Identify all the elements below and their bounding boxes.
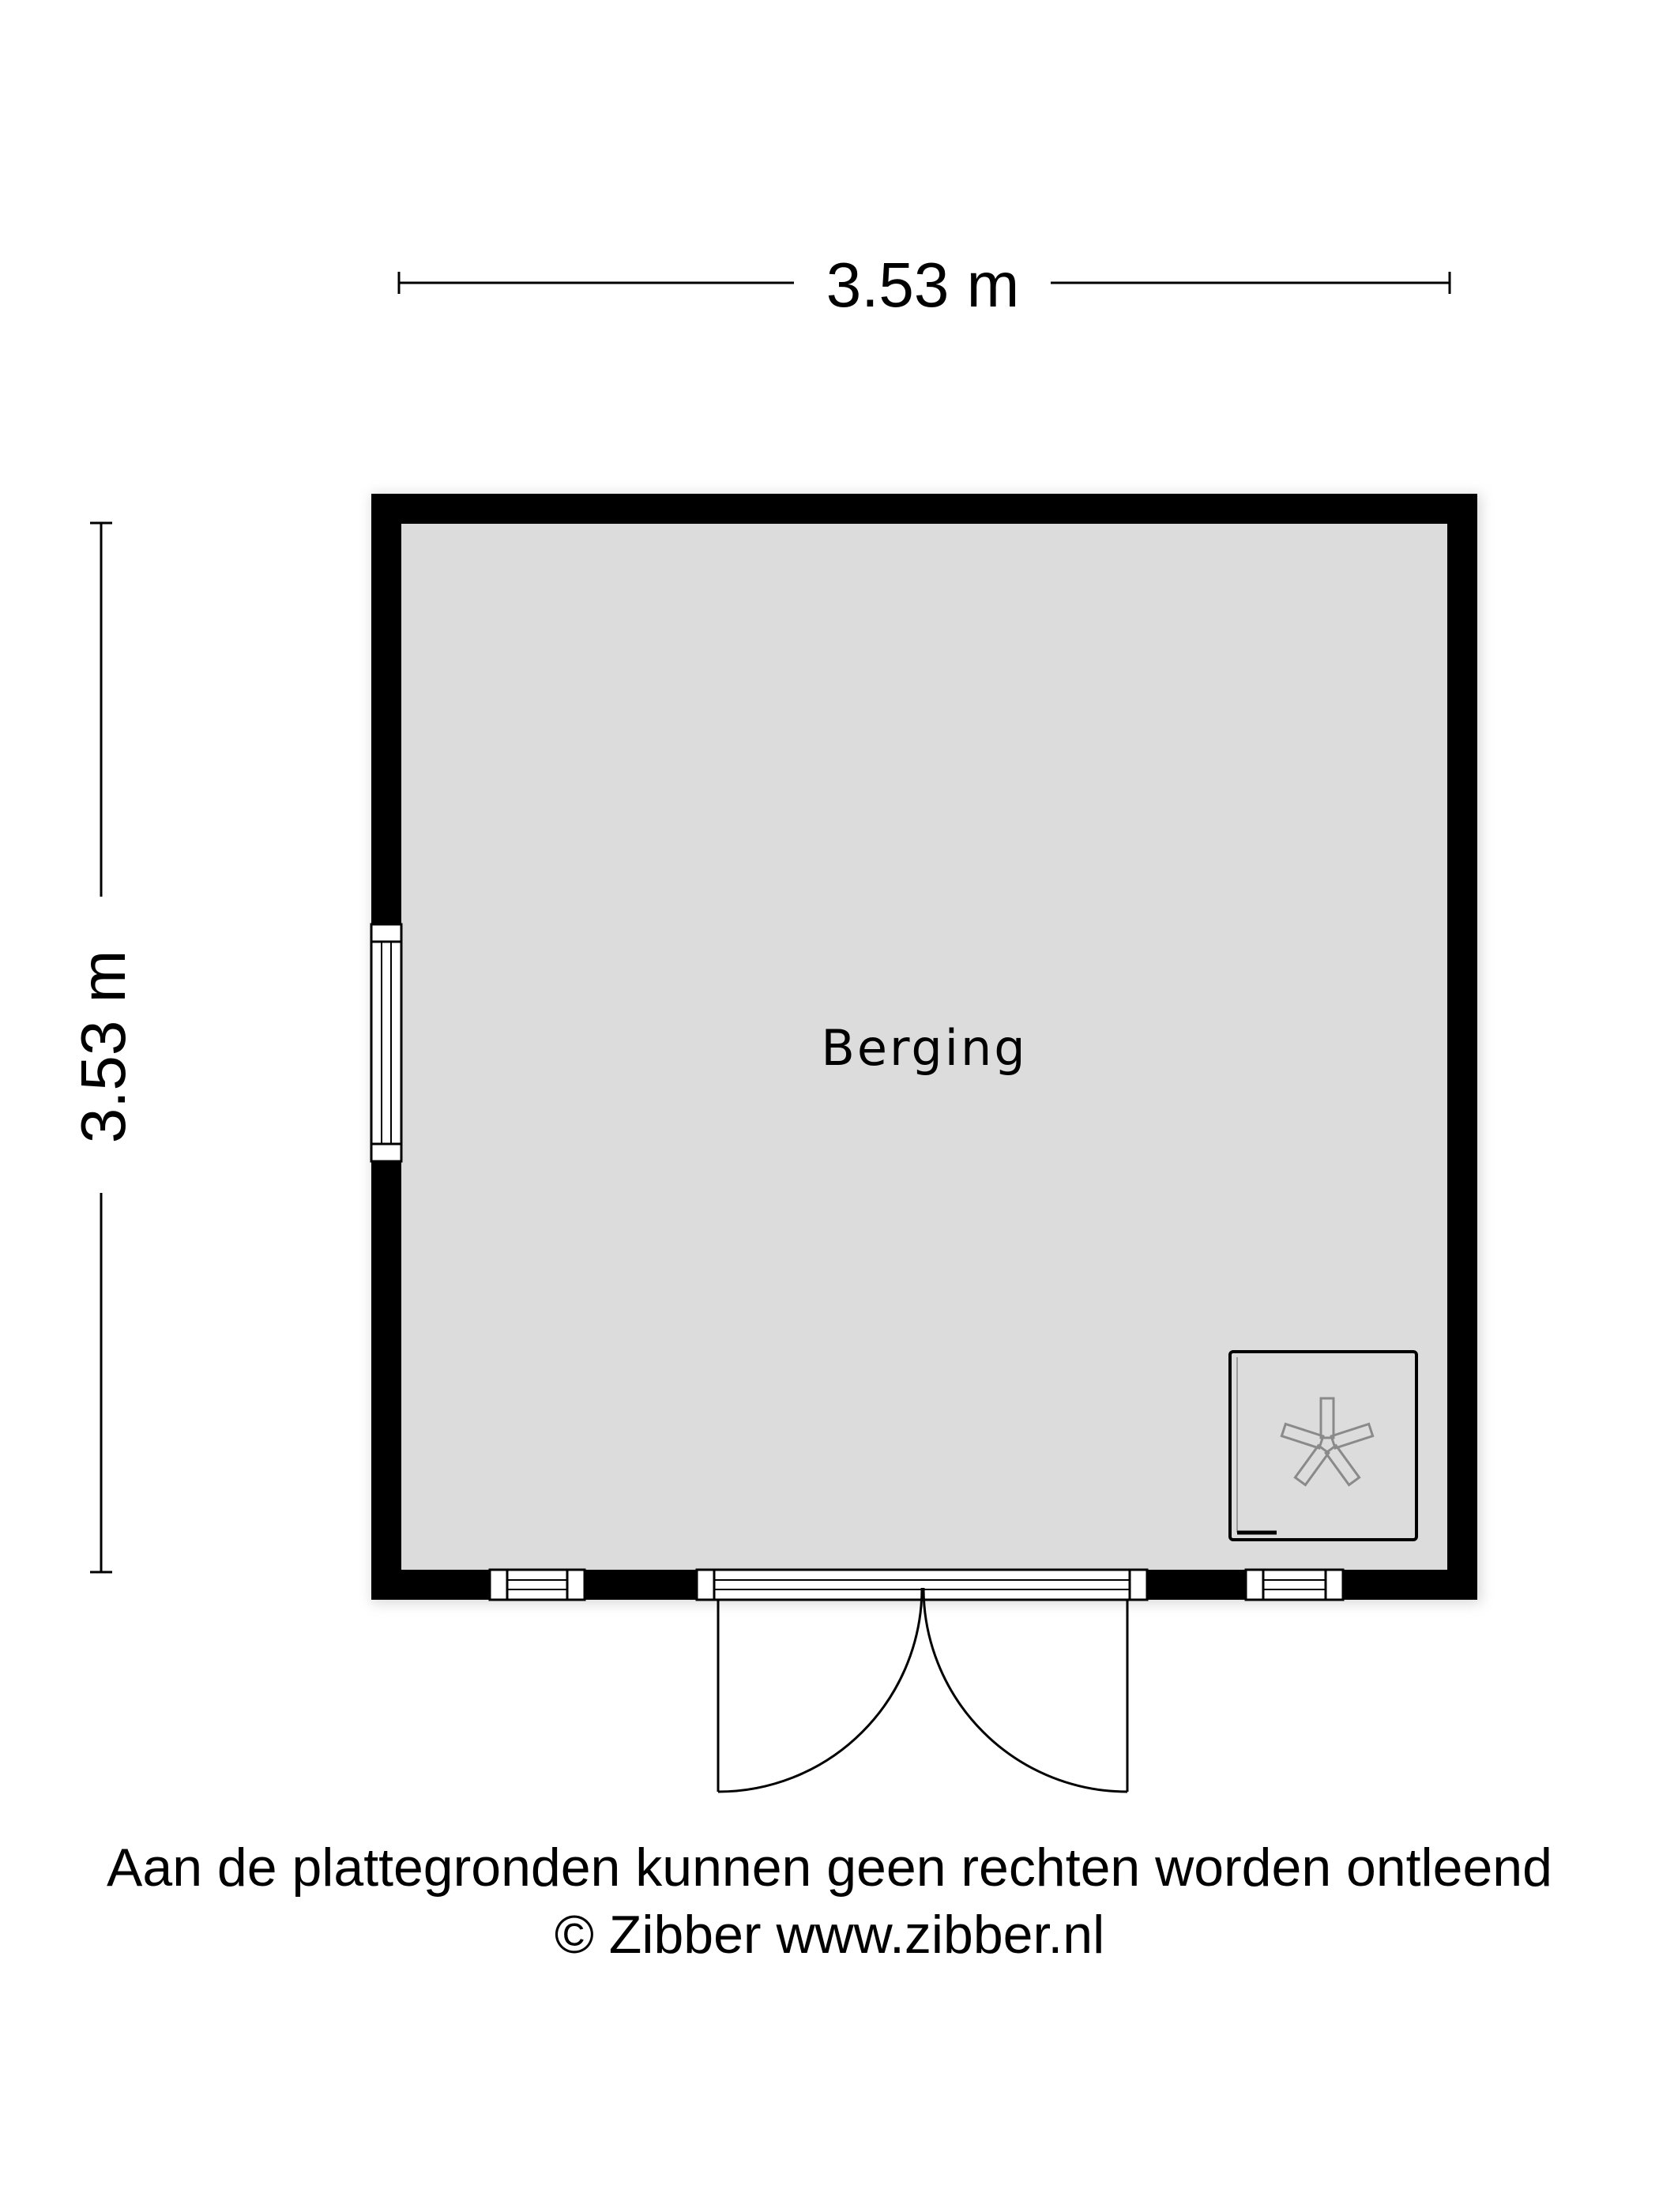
width-label: 3.53 m <box>826 250 1020 320</box>
height-dimension <box>68 523 138 1572</box>
bottom-window-left <box>490 1570 585 1600</box>
copyright-text: © Zibber www.zibber.nl <box>554 1905 1105 1965</box>
height-label: 3.53 m <box>68 950 138 1144</box>
bottom-window-right <box>1246 1570 1343 1600</box>
appliance-unit <box>1230 1352 1416 1540</box>
left-window <box>371 924 401 1161</box>
width-dimension <box>399 250 1450 320</box>
room-label: Berging <box>821 1019 1028 1077</box>
disclaimer-text: Aan de plattegronden kunnen geen rechten worden ontleend <box>107 1838 1552 1898</box>
